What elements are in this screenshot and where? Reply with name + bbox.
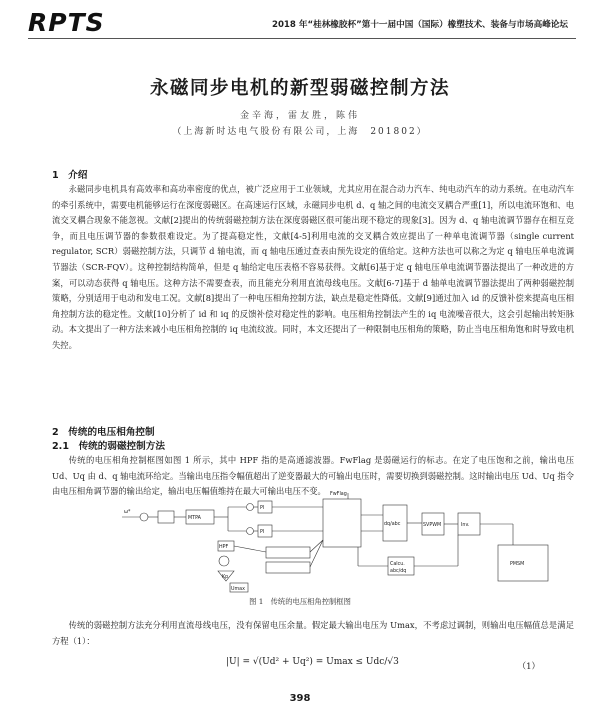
section2-paragraph-2: 传统的弱磁控制方法充分利用直流母线电压，没有保留电压余量。假定最大输出电压为 Umax，不考虑过调制，则输出电压幅值总是满足方程（1）：	[52, 620, 574, 646]
svpwm-label: SVPWM	[423, 523, 442, 528]
pmsm-label: PMSM	[510, 562, 525, 567]
inverter-label: Inv.	[461, 523, 470, 528]
paper-authors: 金辛海，雷友胜，陈伟	[239, 111, 360, 121]
page-header	[0, 0, 600, 40]
pi-q-label: PI	[260, 530, 265, 535]
figure-caption: 图 1 传统的电压相角控制框图	[249, 597, 351, 606]
header-rule	[28, 38, 576, 39]
paper-affiliation: （上海新时达电气股份有限公司，上海 201802）	[172, 127, 428, 137]
equation-number: （1）	[517, 662, 540, 672]
hpf-block-label: HPF	[219, 545, 229, 550]
section2-paragraph: 传统的电压相角控制框图如图 1 所示，其中 HPF 指的是高通滤波器。FwFlag 是弱磁运行的标志。在定了电压饱和之前，输出电压 Ud、Uq 由 d、q 轴电流环给定。当输出电压指令幅值超出了逆变器最大的可输出电压时，需要切换到弱磁控制。这时输出电压 Ud、Uq 指令由电压相角调节器的输出给定，输出电压幅值维持在最大可输出电压不变。	[52, 455, 574, 497]
control-block-diagram	[118, 492, 570, 595]
section-heading-introduction: 1 介绍	[52, 170, 88, 181]
paper-title: 永磁同步电机的新型弱磁控制方法	[149, 78, 450, 99]
fwflag-label: FwFlag	[330, 492, 347, 497]
journal-logo: RPTS	[28, 8, 105, 37]
calc-block-label: Calcu.	[390, 562, 405, 567]
section-heading-voltage-angle: 2 传统的电压相角控制	[52, 427, 155, 438]
pi-d-label: PI	[260, 506, 265, 511]
equation-1: |U| = √(Ud² + Uq²) = Umax ≤ Udc/√3	[226, 657, 399, 667]
abc-dq-label: abc/dq	[390, 569, 407, 574]
mtpa-block-label: MTPA	[188, 516, 201, 521]
dq-abc-label: dq/abc	[384, 522, 401, 527]
kp-block-label: Kp	[222, 575, 229, 580]
umax-label: Umax	[231, 587, 245, 592]
introduction-paragraph: 永磁同步电机具有高效率和高功率密度的优点，被广泛应用于工业领域，尤其应用在混合动力汽车、纯电动汽车的动力系统。在电动汽车的牵引系统中，需要电机能够运行在深度弱磁区。在高速运行区域，永磁同步电机 d、q 轴之间的电流交叉耦合严重[1]，所以电流环饱和、电流交叉耦合现象不能忽视。文献[2]提出的传统弱磁控制方法在深度弱磁区很可能出现不稳定的现象[3]。因为 d、q 轴电流调节器存在相互竞争，而且电压调节器的参数很难设定。为了提高稳定性，文献[4-5]利用电流的交叉耦合效应提出了一种单电流调节器（single current regulator, SCR）弱磁控制方法，只调节 d 轴电流，而 q 轴电压通过查表由预先设定的值给定。这种方法也可以称之为定 q 轴电压单电流调节器法（SCR-FQV）。这种控制结构简单，但是 q 轴给定电压表格不容易获得。文献[6]基于定 q 轴电压单电流调节器法提出了一种改进的方案，可以动态获得 q 轴电压。这种方法不需要查表，而且能充分利用直流母线电压。文献[6-7]基于 d 轴单电流调节器法提出了两种弱磁控制策略，分别适用于电动和发电工况。文献[8]提出了一种电压相角控制方法，缺点是稳定性降低。文献[9]通过加入 id 的反馈补偿来提高电压相角控制方法的稳定性。文献[10]分析了 id 和 iq 的反馈补偿对稳定性的影响。电压相角控制法产生的 iq 电流噪音很大，这会引起输出转矩脉动。本文提出了一种方法来减小电压相角控制的 iq 电流纹波。同时，本文还提出了一种限制电压相角的策略，防止当电压相角饱和时导致电机失控。	[52, 184, 574, 350]
block-diagram-figure	[118, 492, 570, 595]
conference-title: 2018 年“桂林橡胶杯”第十一届中国（国际）橡塑技术、装备与市场高峰论坛	[271, 20, 568, 30]
subsection-heading-traditional: 2.1 传统的弱磁控制方法	[52, 441, 165, 452]
speed-ref-label: ω*	[124, 510, 131, 515]
page-number: 398	[289, 693, 311, 704]
